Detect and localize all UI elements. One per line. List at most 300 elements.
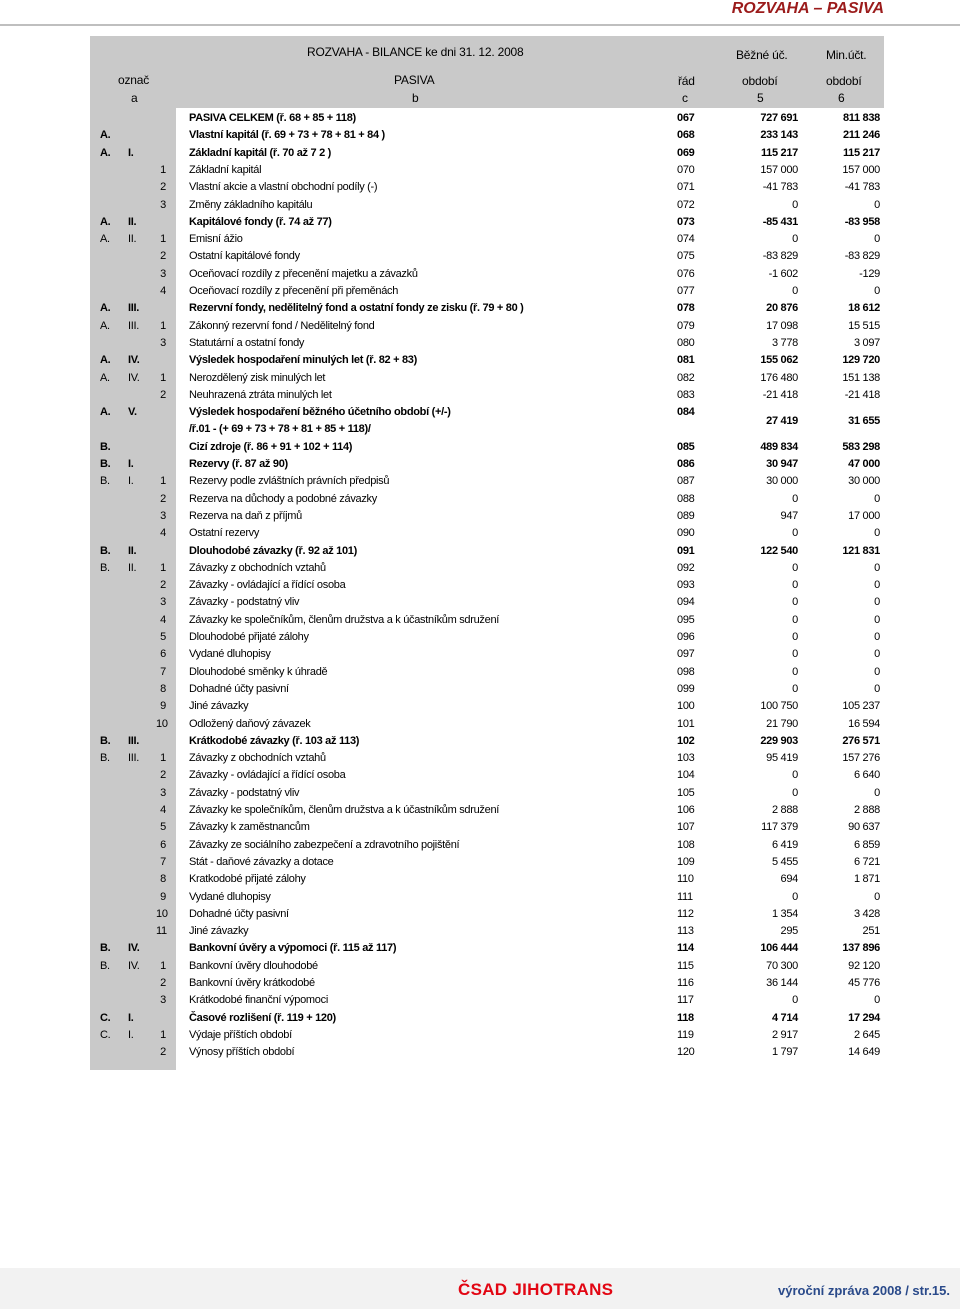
row-previous-period: 31 655 (848, 415, 880, 428)
row-previous-period: 0 (874, 579, 880, 592)
row-mark-c: 1 (160, 233, 166, 246)
row-previous-period: 6 721 (853, 855, 880, 868)
balance-title: ROZVAHA - BILANCE ke dni 31. 12. 2008 (307, 45, 524, 59)
table-row (0, 1046, 960, 1063)
table-row (0, 545, 960, 562)
sub-a: a (131, 91, 138, 105)
row-previous-period: 45 776 (848, 977, 880, 989)
table-row (0, 233, 960, 250)
sub-c: c (682, 91, 688, 105)
row-mark-c: 10 (156, 907, 168, 920)
row-code: 116 (677, 977, 694, 989)
row-mark-b: II. (128, 215, 137, 228)
row-previous-period: 3 097 (853, 336, 880, 349)
row-current-period: 0 (792, 631, 798, 643)
table-row (0, 129, 960, 146)
row-current-period: 21 790 (766, 717, 798, 730)
row-previous-period: 157 276 (842, 752, 880, 765)
row-name: Bankovní úvěry dlouhodobé (189, 959, 318, 972)
row-previous-period: 129 720 (842, 354, 880, 367)
row-code: 107 (677, 821, 695, 834)
row-code: 073 (677, 215, 695, 228)
row-name: Neuhrazená ztráta minulých let (189, 388, 332, 401)
row-previous-period: 0 (874, 561, 880, 574)
row-mark-a: B. (100, 752, 110, 765)
row-previous-period: -129 (859, 267, 880, 280)
table-row (0, 648, 960, 665)
row-code: 106 (677, 804, 695, 816)
row-previous-period: 0 (874, 527, 880, 540)
row-mark-b: I. (128, 458, 134, 470)
sub-5: 5 (757, 91, 764, 105)
row-previous-period: 15 515 (848, 319, 880, 332)
table-row (0, 856, 960, 873)
row-mark-c: 3 (160, 198, 166, 211)
row-code: 080 (677, 336, 695, 349)
col-prev-top: Min.účt. (826, 48, 867, 62)
row-mark-c: 9 (160, 890, 166, 903)
row-code: 095 (677, 613, 695, 626)
row-code: 105 (677, 786, 695, 799)
row-previous-period: 0 (874, 233, 880, 246)
row-mark-c: 5 (160, 631, 166, 643)
row-code: 109 (677, 855, 695, 868)
row-current-period: 233 143 (760, 129, 798, 142)
row-mark-b: I. (128, 146, 134, 159)
row-mark-b: II. (128, 233, 137, 246)
row-previous-period: 137 896 (842, 942, 880, 955)
row-current-period: 229 903 (760, 734, 798, 747)
row-mark-c: 7 (160, 665, 166, 678)
row-current-period: 5 455 (771, 855, 798, 868)
row-mark-a: A. (100, 215, 111, 228)
row-previous-period: 0 (874, 596, 880, 609)
row-mark-c: 2 (160, 579, 166, 592)
table-row (0, 302, 960, 319)
row-code: 087 (677, 475, 695, 488)
row-previous-period: 0 (874, 890, 880, 903)
row-code: 081 (677, 354, 695, 367)
table-row (0, 493, 960, 510)
row-code: 100 (677, 700, 695, 713)
row-current-period: 30 000 (766, 475, 798, 488)
row-mark-c: 6 (160, 838, 166, 851)
row-code: 102 (677, 734, 695, 747)
row-current-period: 0 (792, 561, 798, 574)
row-code: 068 (677, 129, 695, 142)
row-mark-b: III. (128, 319, 140, 332)
row-previous-period: -83 829 (844, 250, 880, 263)
table-row (0, 216, 960, 233)
row-mark-c: 9 (160, 700, 166, 713)
row-current-period: 3 778 (771, 336, 798, 349)
row-current-period: 70 300 (766, 959, 798, 972)
row-mark-c: 2 (160, 181, 166, 194)
row-previous-period: 0 (874, 994, 880, 1007)
table-row (0, 908, 960, 925)
table-row (0, 354, 960, 371)
row-current-period: 95 419 (766, 752, 798, 765)
row-mark-b: IV. (128, 959, 140, 972)
row-previous-period: -21 418 (844, 388, 880, 401)
row-name: Závazky - podstatný vliv (189, 786, 300, 799)
row-previous-period: 0 (874, 198, 880, 211)
row-previous-period: 157 000 (842, 163, 880, 176)
row-mark-c: 3 (160, 596, 166, 609)
row-mark-a: B. (100, 475, 110, 488)
row-current-period: 0 (792, 890, 798, 903)
row-mark-c: 4 (160, 285, 166, 297)
table-row (0, 614, 960, 631)
table-row (0, 337, 960, 354)
sub-6: 6 (838, 91, 845, 105)
row-current-period: 0 (792, 769, 798, 782)
row-code: 069 (677, 146, 695, 159)
row-mark-c: 2 (160, 388, 166, 401)
table-row (0, 839, 960, 856)
row-code: 074 (677, 233, 695, 246)
row-code: 104 (677, 769, 695, 782)
row-name: Závazky z obchodních vztahů (189, 752, 326, 765)
table-row (0, 510, 960, 527)
table-row (0, 769, 960, 786)
row-mark-a: A. (100, 371, 110, 384)
row-current-period: 155 062 (760, 354, 798, 367)
row-current-period: 0 (792, 492, 798, 505)
row-mark-c: 2 (160, 250, 166, 263)
row-mark-c: 4 (160, 804, 166, 816)
row-current-period: 122 540 (760, 544, 798, 557)
row-mark-b: IV. (128, 942, 140, 955)
brand-logo-text: ČSAD JIHOTRANS (458, 1280, 614, 1299)
table-row (0, 683, 960, 700)
row-current-period: 100 750 (760, 700, 798, 713)
row-name: Dohadné účty pasivní (189, 682, 289, 695)
table-row (0, 250, 960, 267)
row-current-period: 106 444 (760, 942, 798, 955)
row-mark-c: 1 (160, 319, 166, 332)
row-previous-period: 14 649 (848, 1046, 880, 1059)
row-mark-a: A. (100, 354, 111, 367)
row-mark-b: IV. (128, 371, 140, 384)
row-previous-period: 0 (874, 682, 880, 695)
row-code: 115 (677, 959, 694, 972)
row-previous-period: 3 428 (853, 907, 880, 920)
row-current-period: 2 888 (771, 804, 798, 816)
row-mark-c: 2 (160, 769, 166, 782)
row-mark-c: 1 (160, 163, 166, 176)
row-name: Vydané dluhopisy (189, 890, 271, 903)
row-previous-period: 115 217 (842, 146, 880, 159)
table-row (0, 579, 960, 596)
row-name: Dohadné účty pasivní (189, 907, 289, 920)
row-mark-c: 2 (160, 492, 166, 505)
row-previous-period: 1 871 (853, 873, 880, 886)
row-name: Jiné závazky (189, 925, 249, 938)
col-name-header: PASIVA (394, 73, 435, 87)
row-current-period: 947 (780, 509, 798, 522)
row-current-period: 0 (792, 682, 798, 695)
row-code: 110 (677, 873, 694, 886)
table-row (0, 631, 960, 648)
table-row (0, 700, 960, 717)
row-previous-period: 0 (874, 285, 880, 297)
row-name: Základní kapitál (ř. 70 až 7 2 ) (189, 146, 332, 159)
row-code: 112 (677, 907, 694, 920)
row-mark-c: 1 (160, 561, 166, 574)
row-name: Jiné závazky (189, 700, 249, 713)
col-prev-header: období (826, 74, 862, 88)
col-mark-header: označ (118, 73, 150, 87)
row-name: Nerozdělený zisk minulých let (189, 371, 326, 384)
row-mark-c: 3 (160, 786, 166, 799)
row-name: Závazky - ovládající a řídící osoba (189, 769, 346, 782)
table-row (0, 562, 960, 579)
table-row (0, 718, 960, 735)
row-code: 093 (677, 579, 695, 592)
table-row (0, 960, 960, 977)
row-name: Rezerva na daň z příjmů (189, 509, 302, 522)
row-mark-b: II. (128, 544, 137, 557)
row-mark-a: C. (100, 1011, 111, 1024)
row-code: 084 (677, 406, 695, 419)
row-code: 079 (677, 319, 695, 332)
row-code: 085 (677, 440, 695, 453)
row-current-period: -85 431 (762, 215, 798, 228)
table-row (0, 475, 960, 492)
row-name: Změny základního kapitálu (189, 198, 313, 211)
row-current-period: 0 (792, 786, 798, 799)
row-previous-period: 811 838 (842, 112, 880, 124)
table-row (0, 787, 960, 804)
row-current-period: 0 (792, 665, 798, 678)
table-row (0, 666, 960, 683)
row-name: Krátkodobé závazky (ř. 103 až 113) (189, 734, 360, 747)
row-mark-a: B. (100, 458, 111, 470)
row-mark-c: 3 (160, 267, 166, 280)
row-name: Statutární a ostatní fondy (189, 336, 305, 349)
row-name: Vydané dluhopisy (189, 648, 271, 661)
row-previous-period: 6 859 (853, 838, 880, 851)
row-code: 118 (677, 1011, 694, 1024)
row-current-period: 694 (780, 873, 798, 886)
row-previous-period: 17 294 (848, 1011, 880, 1024)
table-row (0, 199, 960, 216)
row-mark-c: 3 (160, 509, 166, 522)
row-current-period: 727 691 (760, 112, 798, 124)
row-previous-period: 211 246 (842, 129, 880, 142)
table-row (0, 804, 960, 821)
page-title: ROZVAHA – PASIVA (731, 0, 884, 17)
row-code: 071 (677, 181, 695, 194)
row-current-period: 0 (792, 233, 798, 246)
row-previous-period: 0 (874, 613, 880, 626)
table-row (0, 735, 960, 752)
row-previous-period: 2 888 (853, 804, 880, 816)
row-code: 103 (677, 752, 695, 765)
row-name: Oceňovací rozdíly z přecenění při přeměnách (189, 285, 399, 297)
row-name: Kratkodobé přijaté zálohy (189, 873, 306, 886)
row-code: 119 (677, 1028, 694, 1041)
row-code: 091 (677, 544, 695, 557)
row-previous-period: 47 000 (848, 458, 880, 470)
row-name: Dlouhodobé směnky k úhradě (189, 665, 328, 678)
row-mark-a: A. (100, 302, 111, 315)
row-name: Ostatní rezervy (189, 527, 260, 540)
row-previous-period: 251 (862, 925, 880, 938)
row-name: Výdaje příštích období (189, 1028, 292, 1041)
row-name: Oceňovací rozdíly z přecenění majetku a závazků (189, 267, 418, 280)
row-mark-a: A. (100, 319, 110, 332)
row-mark-b: III. (128, 734, 140, 747)
row-mark-c: 1 (160, 371, 166, 384)
row-mark-c: 1 (160, 959, 166, 972)
table-row (0, 181, 960, 198)
row-previous-period: 276 571 (842, 734, 880, 747)
row-previous-period: 0 (874, 492, 880, 505)
row-name: Vlastní akcie a vlastní obchodní podíly (-) (189, 181, 378, 194)
row-current-period: -21 418 (762, 388, 798, 401)
row-mark-c: 8 (160, 682, 166, 695)
row-mark-c: 5 (160, 821, 166, 834)
row-current-period: 2 917 (771, 1028, 798, 1041)
row-current-period: 489 834 (760, 440, 798, 453)
report-page-label: výroční zpráva 2008 / str.15. (778, 1283, 950, 1298)
row-mark-a: B. (100, 440, 111, 453)
row-mark-a: B. (100, 734, 111, 747)
row-mark-c: 8 (160, 873, 166, 886)
row-code: 086 (677, 458, 695, 470)
row-current-period: 157 000 (760, 163, 798, 176)
table-row (0, 441, 960, 458)
row-name: Rezervní fondy, nedělitelný fond a ostatní fondy ze zisku (ř. 79 + 80 ) (189, 302, 524, 315)
row-previous-period: 90 637 (848, 821, 880, 834)
row-mark-b: V. (128, 406, 137, 419)
row-code: 113 (677, 925, 694, 938)
row-previous-period: 0 (874, 786, 880, 799)
row-previous-period: 17 000 (848, 509, 880, 522)
row-mark-b: II. (128, 561, 137, 574)
row-current-period: 1 354 (771, 907, 798, 920)
col-code-header: řád (678, 74, 695, 88)
row-code: 101 (677, 717, 695, 730)
row-name: Bankovní úvěry krátkodobé (189, 977, 315, 989)
row-mark-a: C. (100, 1028, 111, 1041)
table-row (0, 372, 960, 389)
row-current-period: 0 (792, 285, 798, 297)
row-name: Stát - daňové závazky a dotace (189, 855, 334, 868)
row-code: 088 (677, 492, 695, 505)
table-row (0, 977, 960, 994)
row-code: 108 (677, 838, 695, 851)
row-mark-c: 4 (160, 527, 166, 540)
row-mark-a: B. (100, 561, 110, 574)
row-previous-period: 0 (874, 631, 880, 643)
row-current-period: 0 (792, 613, 798, 626)
row-name: PASIVA CELKEM (ř. 68 + 85 + 118) (189, 112, 356, 124)
row-current-period: 6 419 (771, 838, 798, 851)
row-code: 083 (677, 388, 695, 401)
row-mark-b: III. (128, 302, 140, 315)
row-code: 117 (677, 994, 694, 1007)
row-name: Závazky k zaměstnancům (189, 821, 310, 834)
row-mark-b: IV. (128, 354, 140, 367)
row-previous-period: 92 120 (848, 959, 880, 972)
row-previous-period: -83 958 (844, 215, 880, 228)
row-code: 092 (677, 561, 695, 574)
table-row (0, 596, 960, 613)
row-name: Výsledek hospodaření minulých let (ř. 82 + 83) (189, 354, 417, 367)
table-row (0, 458, 960, 475)
row-current-period: 176 480 (760, 371, 798, 384)
row-mark-a: A. (100, 146, 111, 159)
row-name: Závazky - podstatný vliv (189, 596, 300, 609)
row-name: Závazky ke společníkům, členům družstva a k účastníkům sdružení (189, 613, 500, 626)
title-bar (0, 0, 960, 22)
row-mark-c: 3 (160, 994, 166, 1007)
row-previous-period: 583 298 (842, 440, 880, 453)
table-row (0, 873, 960, 890)
table-row (0, 112, 960, 129)
row-name: Dlouhodobé přijaté zálohy (189, 631, 309, 643)
row-mark-c: 1 (160, 1028, 166, 1041)
row-current-period: 36 144 (766, 977, 798, 989)
row-current-period: 0 (792, 579, 798, 592)
row-name: Dlouhodobé závazky (ř. 92 až 101) (189, 544, 357, 557)
table-row (0, 821, 960, 838)
row-current-period: 0 (792, 527, 798, 540)
row-mark-b: I. (128, 1011, 134, 1024)
row-code: 111 (677, 890, 693, 903)
row-code: 078 (677, 302, 695, 315)
row-current-period: 1 797 (771, 1046, 798, 1059)
row-current-period: -1 602 (768, 267, 798, 280)
table-row (0, 752, 960, 769)
row-current-period: 0 (792, 596, 798, 609)
col-cur-header: období (742, 74, 778, 88)
table-row (0, 389, 960, 406)
row-mark-c: 1 (160, 752, 166, 765)
row-name: Emisní ážio (189, 233, 243, 246)
row-mark-c: 1 (160, 475, 166, 488)
row-previous-period: 16 594 (848, 717, 880, 730)
row-name: Zákonný rezervní fond / Nedělitelný fond (189, 319, 375, 332)
row-code: 090 (677, 527, 695, 540)
row-mark-b: III. (128, 752, 140, 765)
row-code: 114 (677, 942, 694, 955)
row-previous-period: 30 000 (848, 475, 880, 488)
row-name: Ostatní kapitálové fondy (189, 250, 300, 263)
row-name: Vlastní kapitál (ř. 69 + 73 + 78 + 81 + 84 ) (189, 129, 385, 142)
row-code: 097 (677, 648, 695, 661)
row-code: 099 (677, 682, 695, 695)
table-row (0, 1029, 960, 1046)
row-name: Rezerva na důchody a podobné závazky (189, 492, 377, 505)
row-code: 077 (677, 285, 695, 297)
row-current-period: -41 783 (762, 181, 798, 194)
row-previous-period: -41 783 (844, 181, 880, 194)
row-name: Bankovní úvěry a výpomoci (ř. 115 až 117) (189, 942, 397, 955)
row-previous-period: 0 (874, 648, 880, 661)
row-code: 070 (677, 163, 695, 176)
row-code: 072 (677, 198, 695, 211)
row-current-period: -83 829 (762, 250, 798, 263)
table-row (0, 320, 960, 337)
row-mark-a: B. (100, 544, 111, 557)
row-current-period: 115 217 (760, 146, 798, 159)
row-previous-period: 105 237 (842, 700, 880, 713)
row-code: 075 (677, 250, 695, 263)
